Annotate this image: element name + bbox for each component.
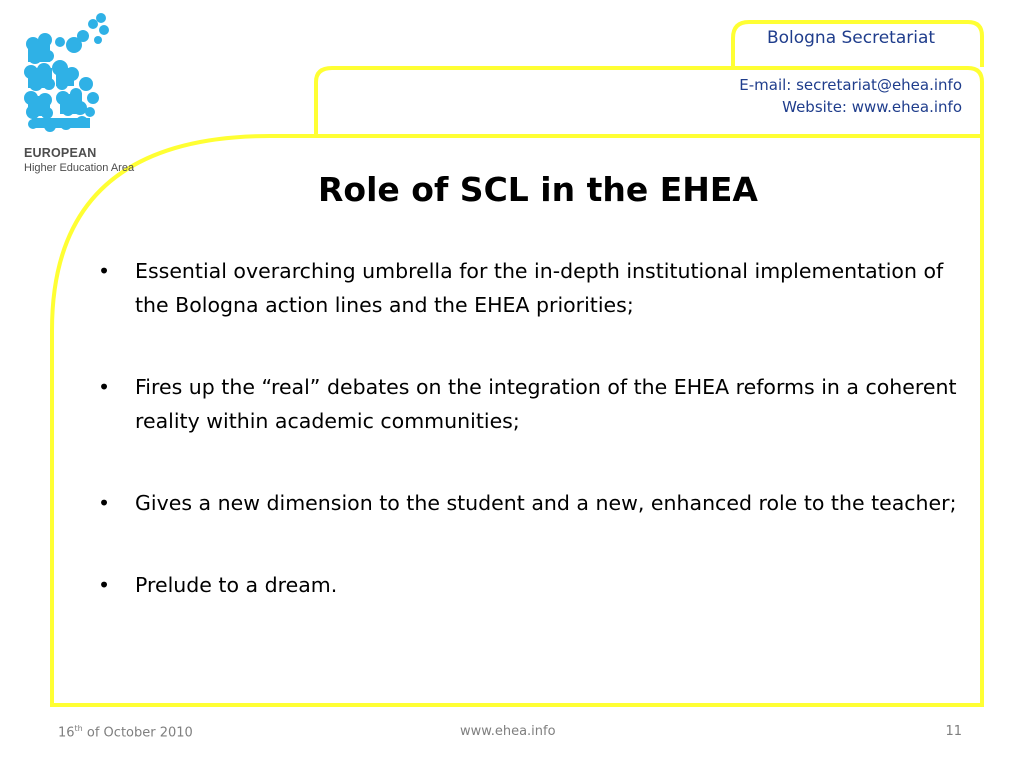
footer-date-rest: of October 2010 <box>82 725 193 741</box>
logo-line-1: EUROPEAN <box>24 146 97 160</box>
secretariat-label: Bologna Secretariat <box>766 28 936 48</box>
bullet-text: Fires up the “real” debates on the integration of the EHEA reforms in a coherent reality within academic communities; <box>135 375 957 433</box>
bullet-item <box>92 370 962 438</box>
footer-website: www.ehea.info <box>460 724 556 739</box>
bullet-text: Prelude to a dream. <box>135 573 338 597</box>
contact-info <box>739 74 962 118</box>
bullet-marker: • <box>98 259 111 283</box>
bullet-item <box>92 486 962 520</box>
bullet-text: Gives a new dimension to the student and a new, enhanced role to the teacher; <box>135 491 957 515</box>
bullet-marker: • <box>98 375 111 399</box>
logo-wordmark <box>24 146 134 176</box>
bullet-item <box>92 568 962 602</box>
contact-website: Website: www.ehea.info <box>782 98 962 116</box>
contact-email: E-mail: secretariat@ehea.info <box>739 76 962 94</box>
logo-line-2: Higher Education Area <box>24 162 135 174</box>
bullet-text: Essential overarching umbrella for the in-depth institutional implementation of the Bologna action lines and the EHEA priorities; <box>135 259 944 317</box>
footer-date-day: 16 <box>58 725 75 741</box>
bullet-marker: • <box>98 573 111 597</box>
slide-title: Role of SCL in the EHEA <box>318 170 758 209</box>
bullet-item <box>92 254 962 322</box>
page-number: 11 <box>945 724 962 739</box>
footer-date <box>58 724 193 740</box>
footer-date-suffix: th <box>74 724 83 733</box>
bullet-list <box>92 254 962 650</box>
bullet-marker: • <box>98 491 111 515</box>
